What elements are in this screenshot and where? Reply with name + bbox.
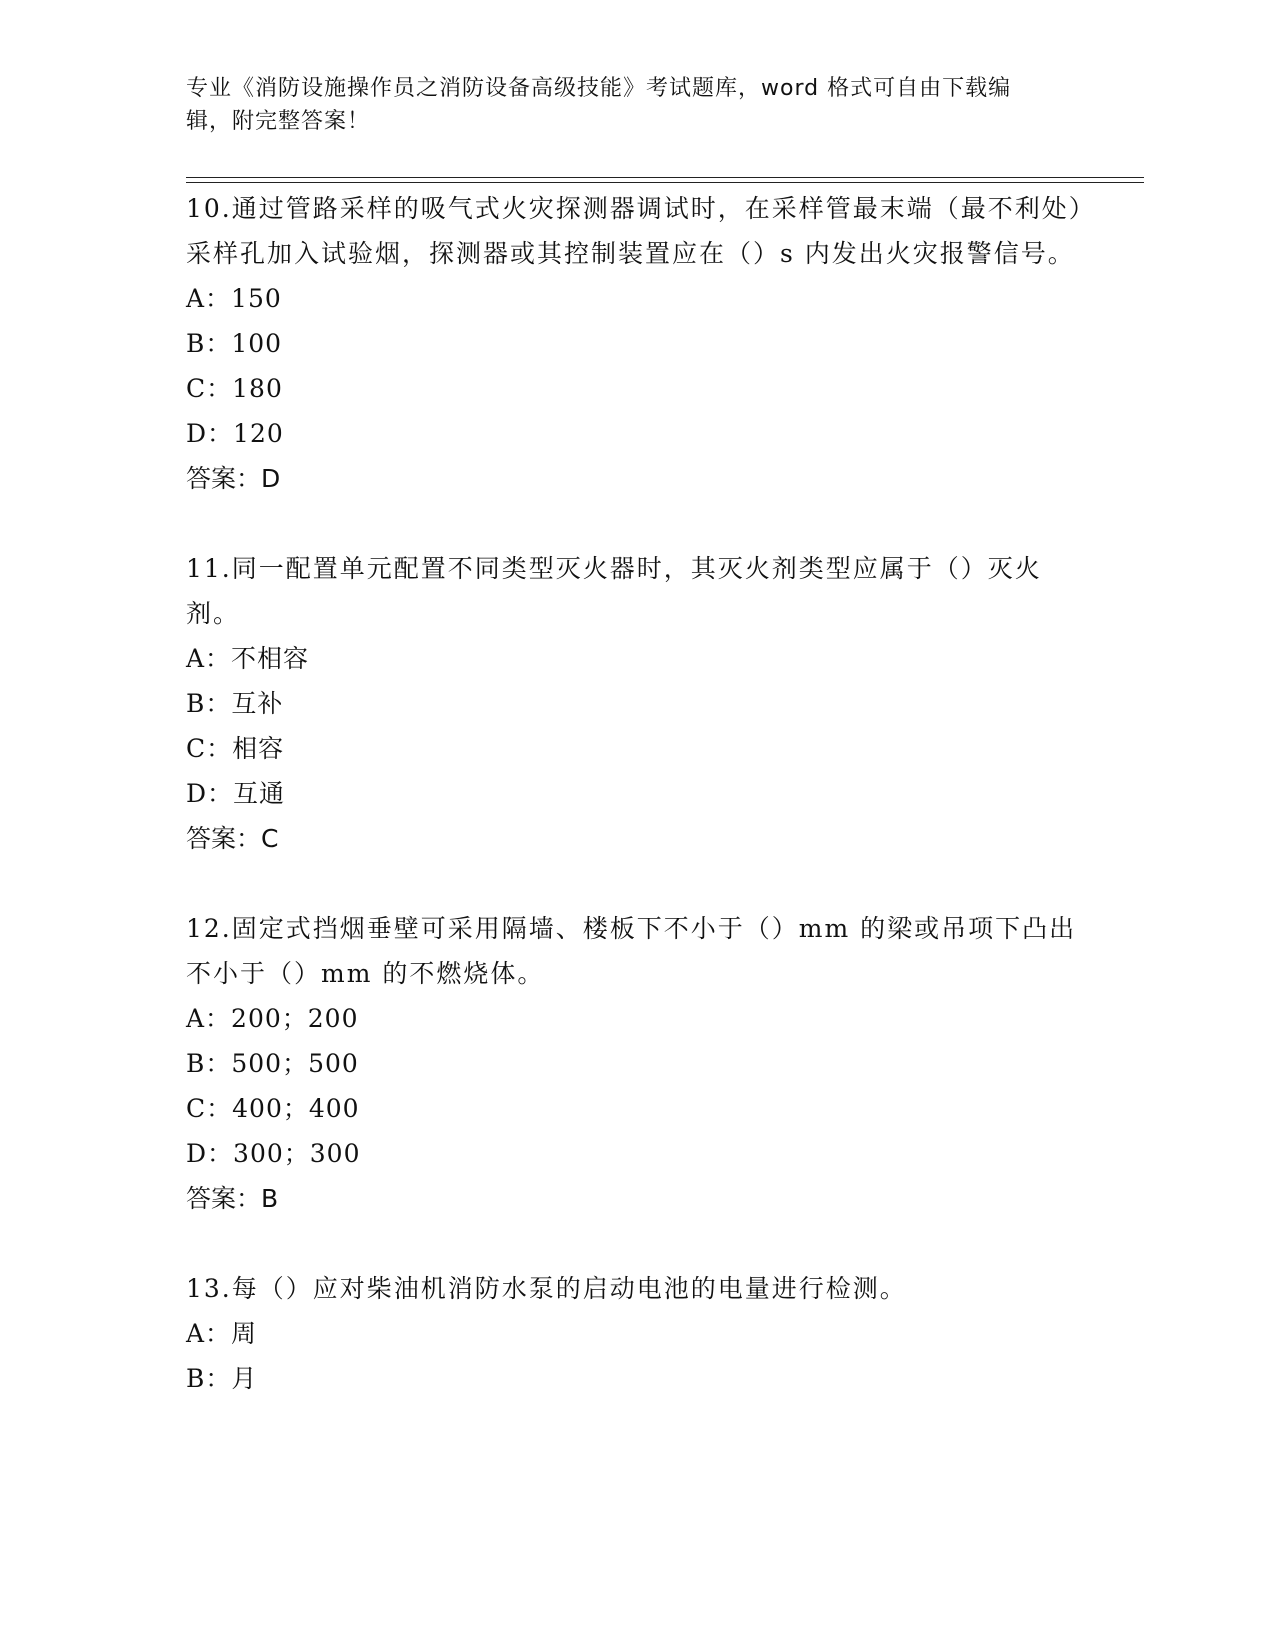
option-c: C：180 <box>186 374 283 403</box>
header-line-2: 辑，附完整答案！ <box>186 109 371 134</box>
option-b: B：100 <box>186 329 283 358</box>
option-a: A：150 <box>186 284 282 313</box>
question-13 <box>186 1266 1086 1401</box>
option-b: B：月 <box>186 1364 258 1393</box>
question-stem: 12.固定式挡烟垂壁可采用隔墙、楼板下不小于（）mm 的梁或吊项下凸出不小于（）mm 的不燃烧体。 <box>186 914 1077 988</box>
question-11 <box>186 546 1086 861</box>
answer-line: 答案：B <box>186 1184 279 1213</box>
question-list <box>186 186 1086 1446</box>
question-stem: 11.同一配置单元配置不同类型灭火器时，其灭火剂类型应属于（）灭火剂。 <box>186 554 1042 628</box>
option-b: B：互补 <box>186 689 284 718</box>
header-line-1: 专业《消防设施操作员之消防设备高级技能》考试题库，word 格式可自由下载编 <box>186 76 1012 101</box>
answer-line: 答案：C <box>186 824 279 853</box>
option-c: C：400；400 <box>186 1094 360 1123</box>
header-divider-bottom <box>186 182 1144 183</box>
option-a: A：不相容 <box>186 644 310 673</box>
document-header <box>186 72 1066 138</box>
question-10 <box>186 186 1086 501</box>
option-a: A：周 <box>186 1319 258 1348</box>
option-b: B：500；500 <box>186 1049 359 1078</box>
option-d: D：300；300 <box>186 1139 361 1168</box>
header-divider-top <box>186 177 1144 178</box>
option-d: D：互通 <box>186 779 286 808</box>
option-c: C：相容 <box>186 734 285 763</box>
question-stem: 13.每（）应对柴油机消防水泵的启动电池的电量进行检测。 <box>186 1274 907 1303</box>
question-12 <box>186 906 1086 1221</box>
option-a: A：200；200 <box>186 1004 359 1033</box>
question-stem: 10.通过管路采样的吸气式火灾探测器调试时，在采样管最末端（最不利处）采样孔加入试验烟，探测器或其控制装置应在（）s 内发出火灾报警信号。 <box>186 194 1084 268</box>
answer-line: 答案：D <box>186 464 281 493</box>
option-d: D：120 <box>186 419 284 448</box>
